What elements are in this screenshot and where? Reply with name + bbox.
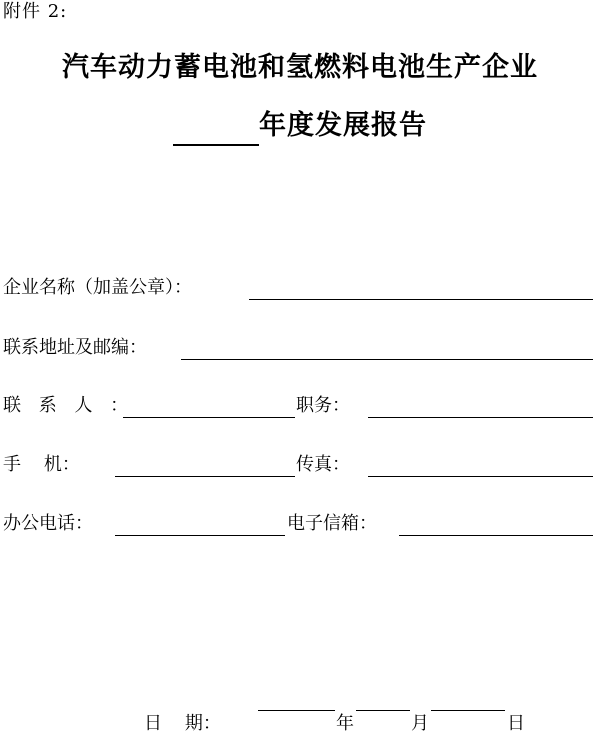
mobile-label: 手 机： (3, 454, 80, 475)
company-name-field[interactable] (249, 299, 593, 300)
date-year-label: 年 (336, 713, 354, 734)
date-day-label: 日 (507, 713, 525, 734)
email-label: 电子信箱： (287, 513, 377, 534)
email-field[interactable] (399, 535, 593, 536)
address-field[interactable] (181, 359, 593, 360)
fax-label: 传真： (296, 454, 350, 475)
address-label: 联系地址及邮编： (3, 337, 147, 358)
office-phone-row (3, 510, 593, 538)
report-title-suffix: 年度发展报告 (259, 110, 427, 141)
position-label: 职务： (296, 395, 350, 416)
contact-row (3, 392, 593, 420)
date-month-field[interactable] (356, 710, 410, 711)
company-name-label: 企业名称（加盖公章）： (3, 277, 192, 298)
date-month-label: 月 (411, 713, 429, 734)
date-year-field[interactable] (258, 710, 335, 711)
office-phone-field[interactable] (115, 535, 285, 536)
date-label: 日 期： (144, 713, 221, 734)
report-title-line1: 汽车动力蓄电池和氢燃料电池生产企业 (62, 52, 538, 83)
address-row (3, 334, 593, 362)
mobile-row (3, 451, 593, 479)
date-row (0, 710, 600, 738)
date-day-field[interactable] (431, 710, 505, 711)
fax-field[interactable] (368, 476, 593, 477)
company-name-row (3, 274, 593, 302)
contact-field[interactable] (123, 417, 295, 418)
office-phone-label: 办公电话： (3, 513, 93, 534)
mobile-field[interactable] (115, 476, 295, 477)
report-title-line2 (0, 106, 600, 146)
contact-label: 联 系 人 ： (3, 395, 135, 416)
year-blank[interactable] (173, 114, 259, 146)
attachment-label: 附件 2: (3, 1, 68, 22)
position-field[interactable] (368, 417, 593, 418)
